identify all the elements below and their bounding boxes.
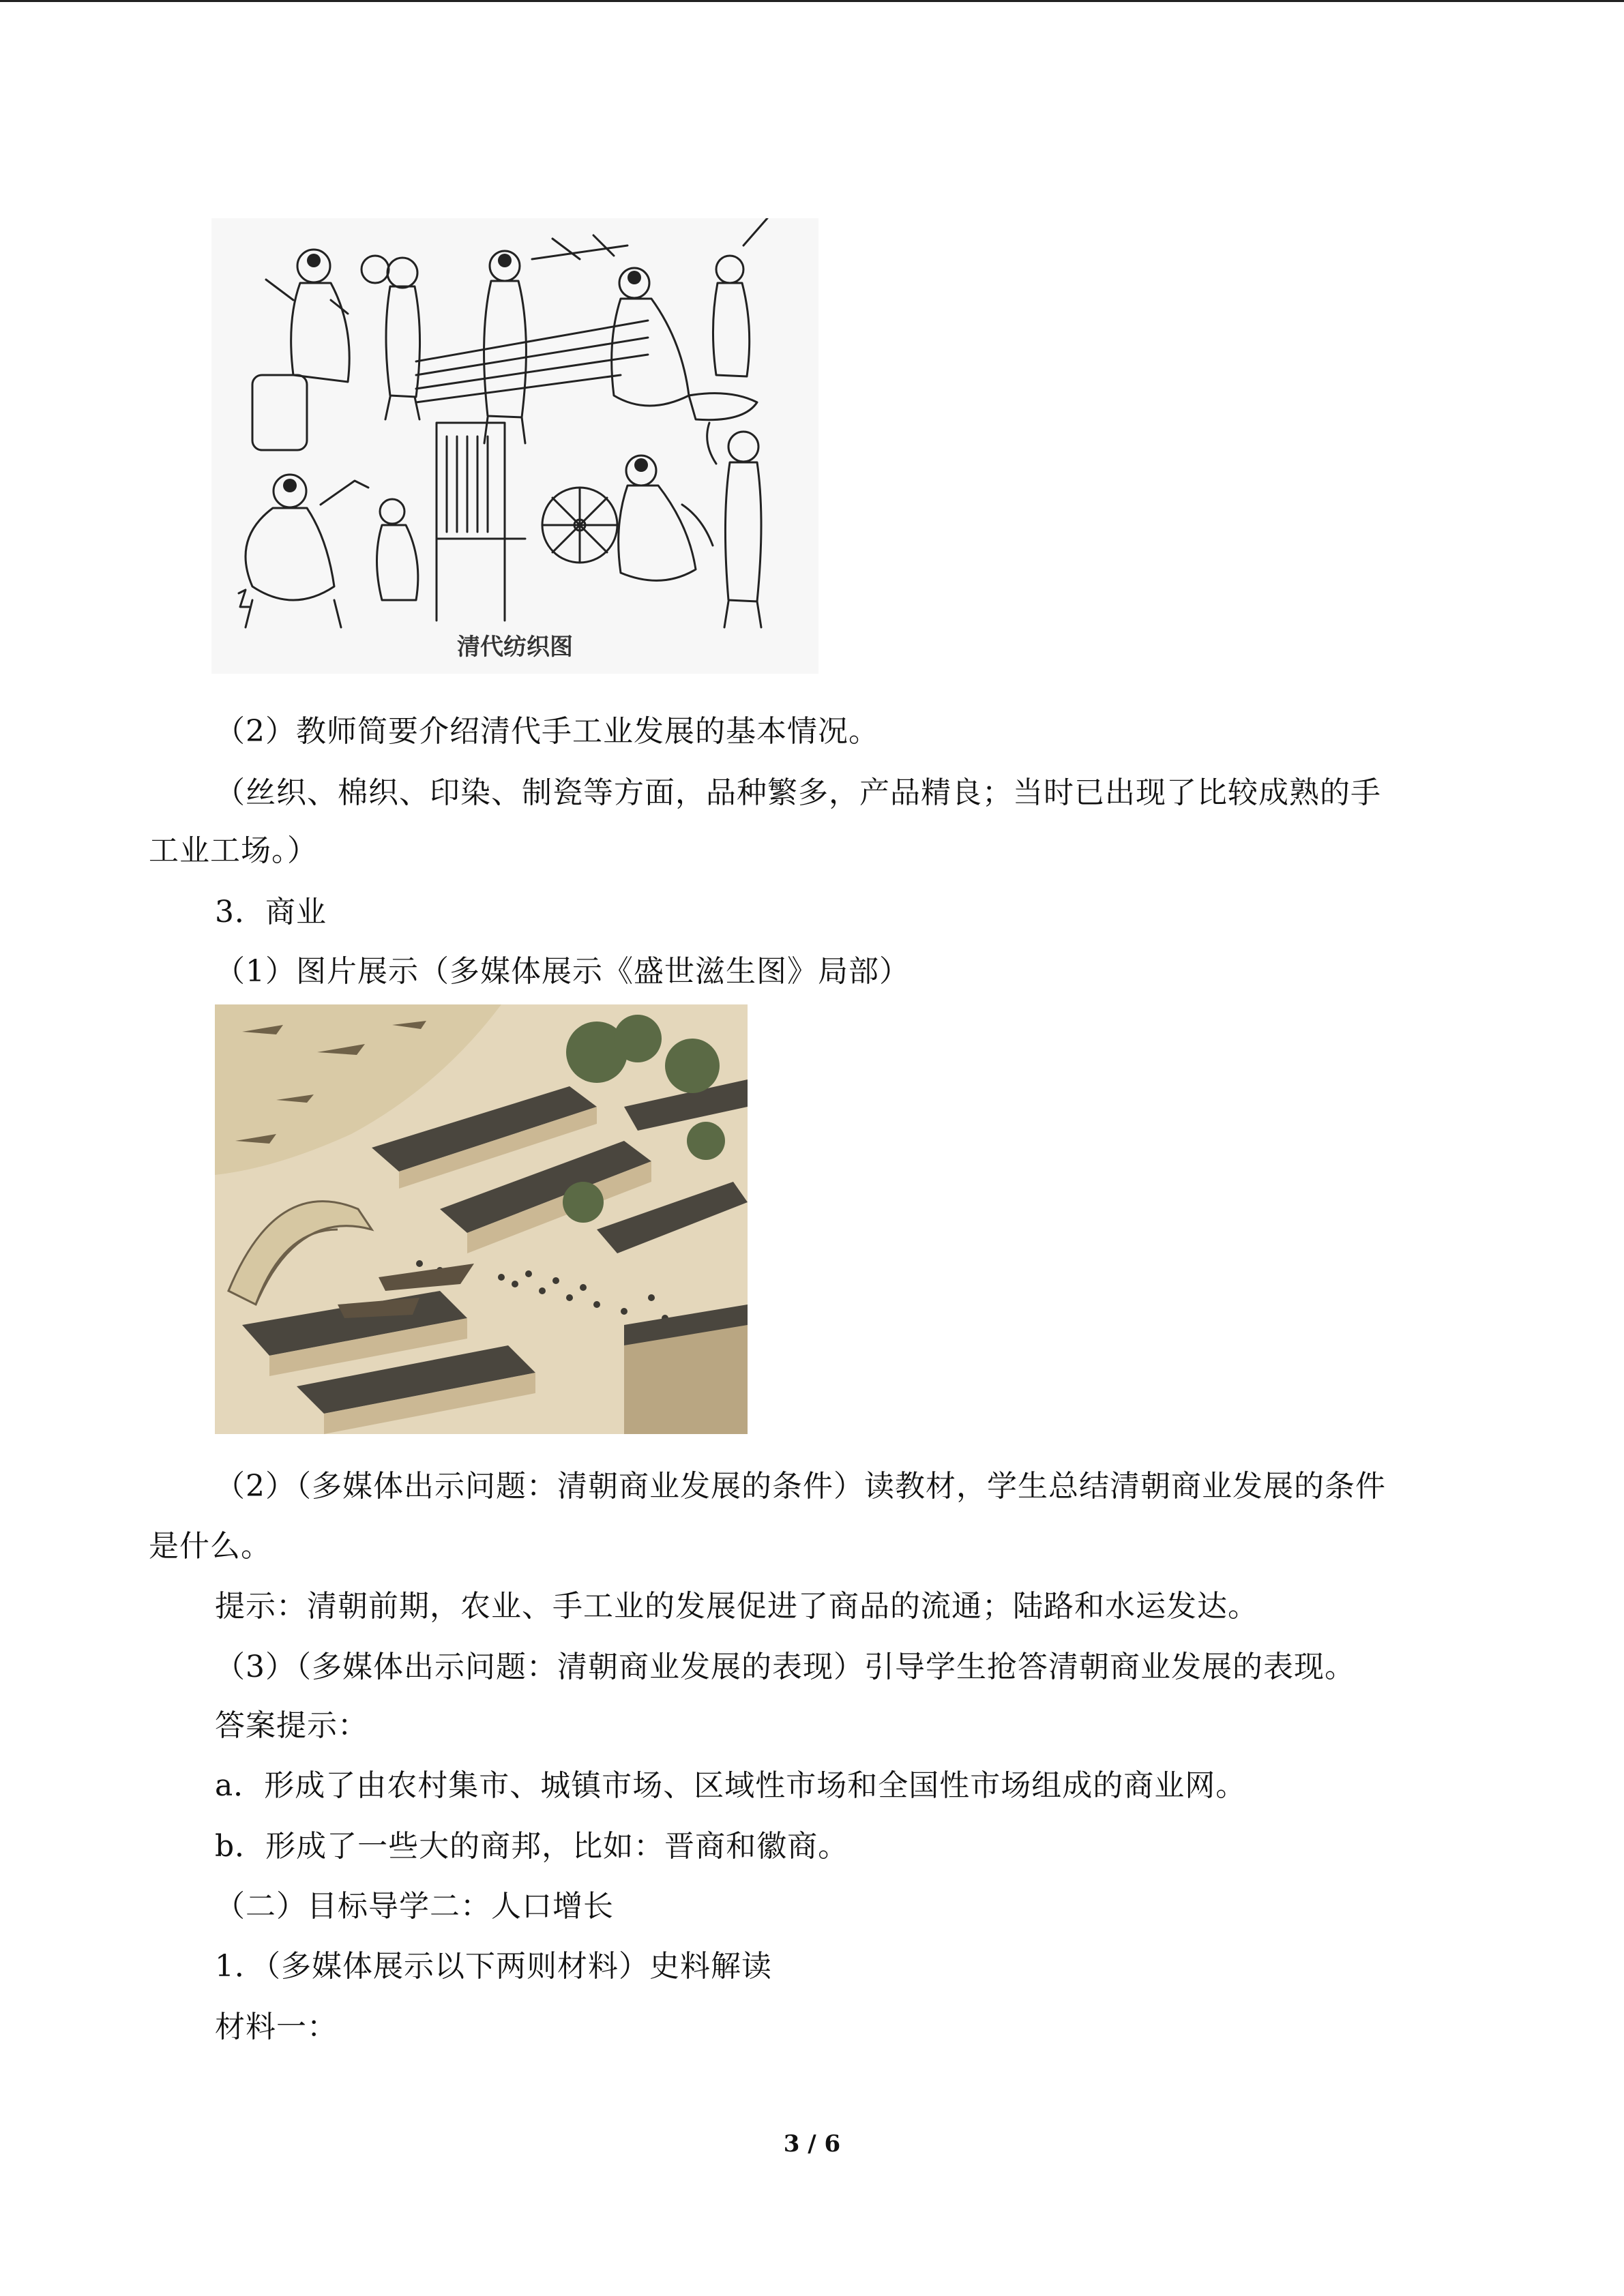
list-item: b．形成了一些大的商邦，比如：晋商和徽商。 <box>215 1829 849 1864</box>
paragraph-line: 1．（多媒体展示以下两则材料）史料解读 <box>215 1949 772 1984</box>
list-item: a．形成了由农村集市、城镇市场、区域性市场和全国性市场组成的商业网。 <box>215 1768 1247 1803</box>
section-heading: （二）目标导学二：人口增长 <box>215 1889 614 1924</box>
page-top-border <box>0 0 1624 2</box>
figure-caption: 清代纺织图 <box>457 633 573 661</box>
paragraph-line: 工业工场。） <box>149 833 318 868</box>
paragraph-line: 提示：清朝前期，农业、手工业的发展促进了商品的流通；陆路和水运发达。 <box>215 1589 1258 1624</box>
prosperous-suzhou-painting <box>215 1004 748 1434</box>
section-heading: 3．商业 <box>215 895 327 929</box>
painting-detail-image <box>215 1004 748 1434</box>
page-number: 3 / 6 <box>783 2130 841 2158</box>
paragraph-line: （2）（多媒体出示问题：清朝商业发展的条件）读教材，学生总结清朝商业发展的条件 <box>215 1469 1386 1504</box>
qing-textile-illustration <box>211 218 818 674</box>
paragraph-line: （2）教师简要介绍清代手工业发展的基本情况。 <box>215 714 879 749</box>
paragraph-line: 材料一： <box>215 2010 338 2044</box>
textile-line-drawing <box>211 218 818 674</box>
paragraph-line: （1）图片展示（多媒体展示《盛世滋生图》局部） <box>215 954 910 989</box>
paragraph-line: （3）（多媒体出示问题：清朝商业发展的表现）引导学生抢答清朝商业发展的表现。 <box>215 1650 1355 1684</box>
paragraph-line: （丝织、棉织、印染、制瓷等方面，品种繁多，产品精良；当时已出现了比较成熟的手 <box>215 775 1381 810</box>
paragraph-line: 是什么。 <box>149 1529 271 1564</box>
paragraph-line: 答案提示： <box>215 1708 368 1743</box>
